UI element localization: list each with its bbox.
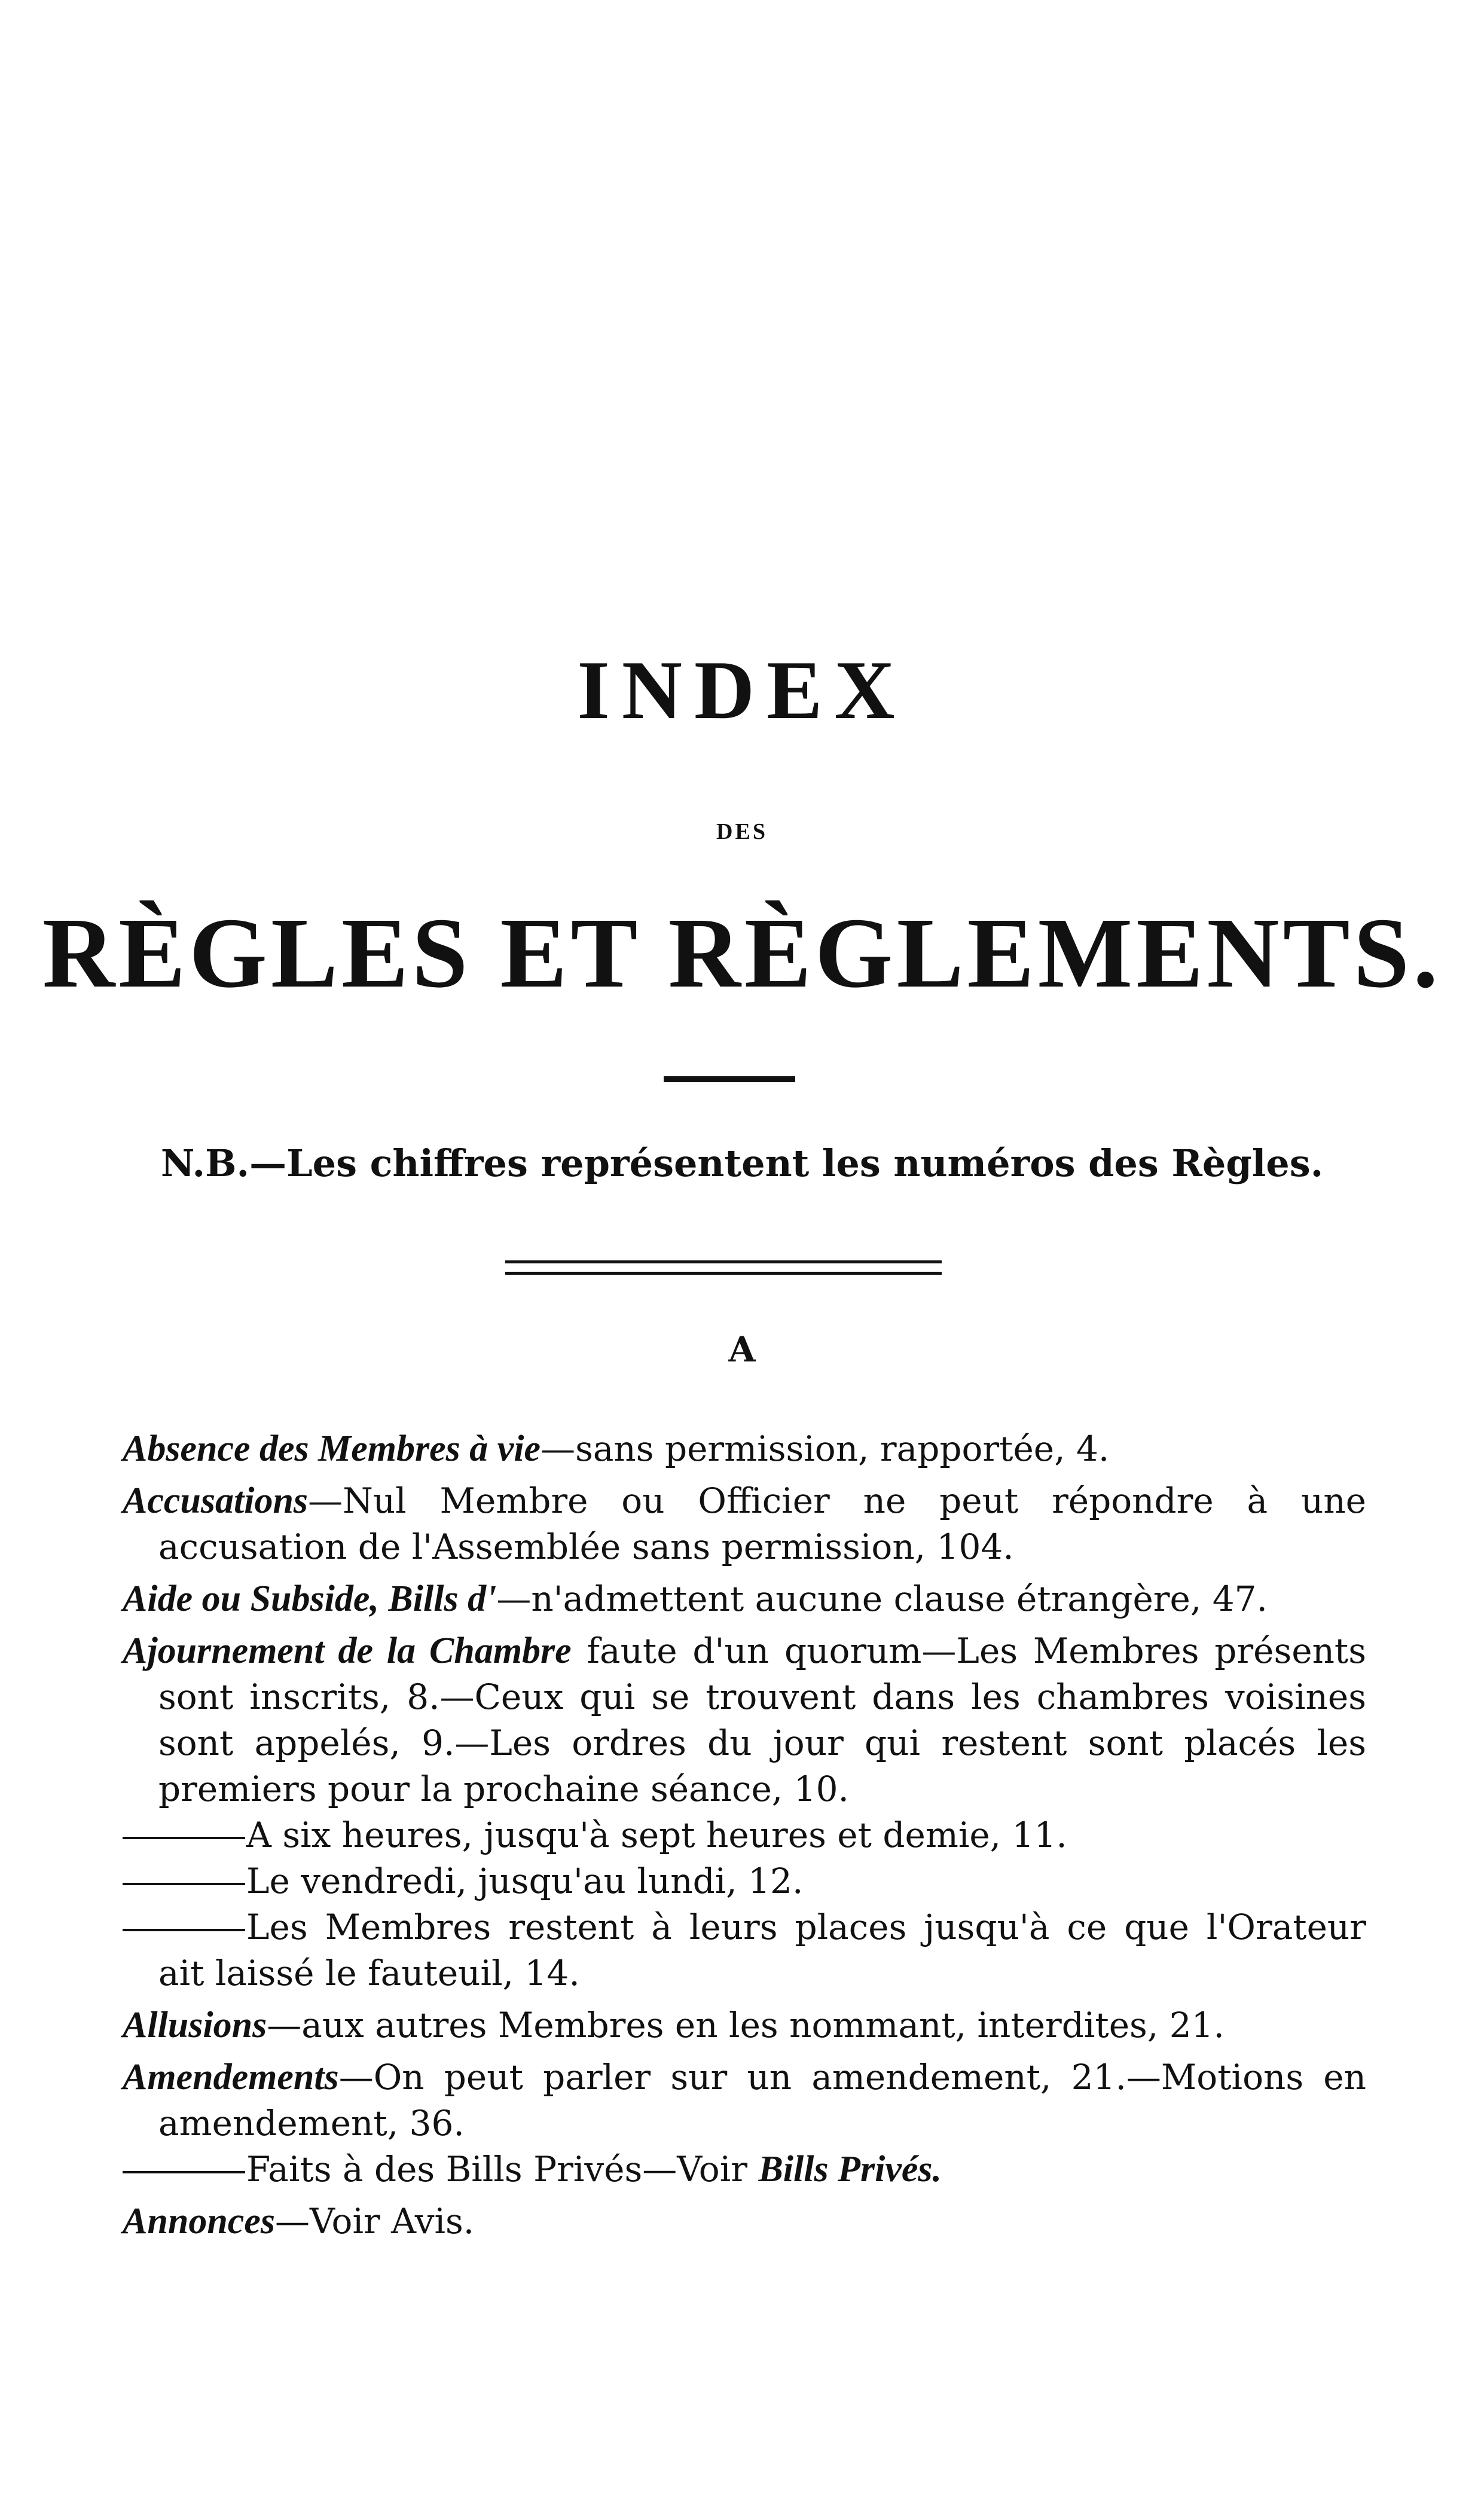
entry-text: —n'admettent aucune clause étrangère, 47. xyxy=(496,1578,1268,1619)
index-entry xyxy=(123,1426,1366,1472)
entry-text: —On peut parler sur un amendement, 21.—Motions en amendement, 36. xyxy=(158,2057,1366,2144)
entry-heading: Allusions xyxy=(123,2005,267,2045)
entry-text: Le vendredi, jusqu'au lundi, 12. xyxy=(246,1861,804,1901)
index-title: INDEX xyxy=(577,644,907,737)
entry-text: faute d'un quorum—Les Membres présents sont inscrits, 8.—Ceux qui se trouvent dans les chambres voisines sont appelés, 9.—Les ordres du jour qui restent sont placés les premiers pour la prochaine séance, 10. xyxy=(158,1631,1366,1809)
entry-heading: Amendements xyxy=(123,2057,339,2097)
entry-heading: Absence des Membres à vie xyxy=(123,1428,541,1469)
ditto-dash xyxy=(123,2171,245,2173)
index-entries xyxy=(123,1426,1366,2245)
entry-text: —sans permission, rapportée, 4. xyxy=(541,1428,1110,1469)
entry-heading: Ajournement de la Chambre xyxy=(123,1631,572,1671)
nota-bene-note: N.B.—Les chiffres représentent les numéros des Règles. xyxy=(160,1141,1324,1185)
index-subentry xyxy=(123,1812,1366,1858)
entry-text: Faits à des Bills Privés—Voir xyxy=(246,2149,759,2190)
section-letter: A xyxy=(728,1329,756,1370)
entry-text: —aux autres Membres en les nommant, interdites, 21. xyxy=(267,2005,1225,2045)
ditto-dash xyxy=(123,1929,245,1931)
index-entry xyxy=(123,2054,1366,2147)
double-divider-rule xyxy=(505,1260,942,1275)
index-entry xyxy=(123,1628,1366,1812)
entry-heading: Annonces xyxy=(123,2201,275,2242)
index-subentry xyxy=(123,2147,1366,2193)
title-connector: DES xyxy=(716,819,768,844)
index-subentry xyxy=(123,1904,1366,1996)
index-subentry xyxy=(123,1858,1366,1904)
entry-text: —Voir Avis. xyxy=(274,2201,475,2242)
ditto-dash xyxy=(123,1837,245,1839)
index-entry xyxy=(123,2199,1366,2245)
entry-text: A six heures, jusqu'à sept heures et demie, 11. xyxy=(246,1815,1067,1855)
ditto-dash xyxy=(123,1883,245,1885)
entry-heading: Accusations xyxy=(123,1480,309,1521)
entry-text: —Nul Membre ou Officier ne peut répondre à une accusation de l'Assemblée sans permission, 104. xyxy=(158,1480,1366,1567)
short-divider-rule xyxy=(664,1076,795,1082)
index-subtitle: RÈGLES ET RÈGLEMENTS. xyxy=(42,897,1442,1009)
index-entry xyxy=(123,1478,1366,1570)
index-entry xyxy=(123,1576,1366,1622)
cross-reference: Bills Privés. xyxy=(758,2149,942,2190)
index-entry xyxy=(123,2002,1366,2048)
entry-heading: Aide ou Subside, Bills d' xyxy=(123,1578,497,1619)
entry-text: Les Membres restent à leurs places jusqu'à ce que l'Orateur ait laissé le fauteuil, 14. xyxy=(158,1907,1366,1993)
